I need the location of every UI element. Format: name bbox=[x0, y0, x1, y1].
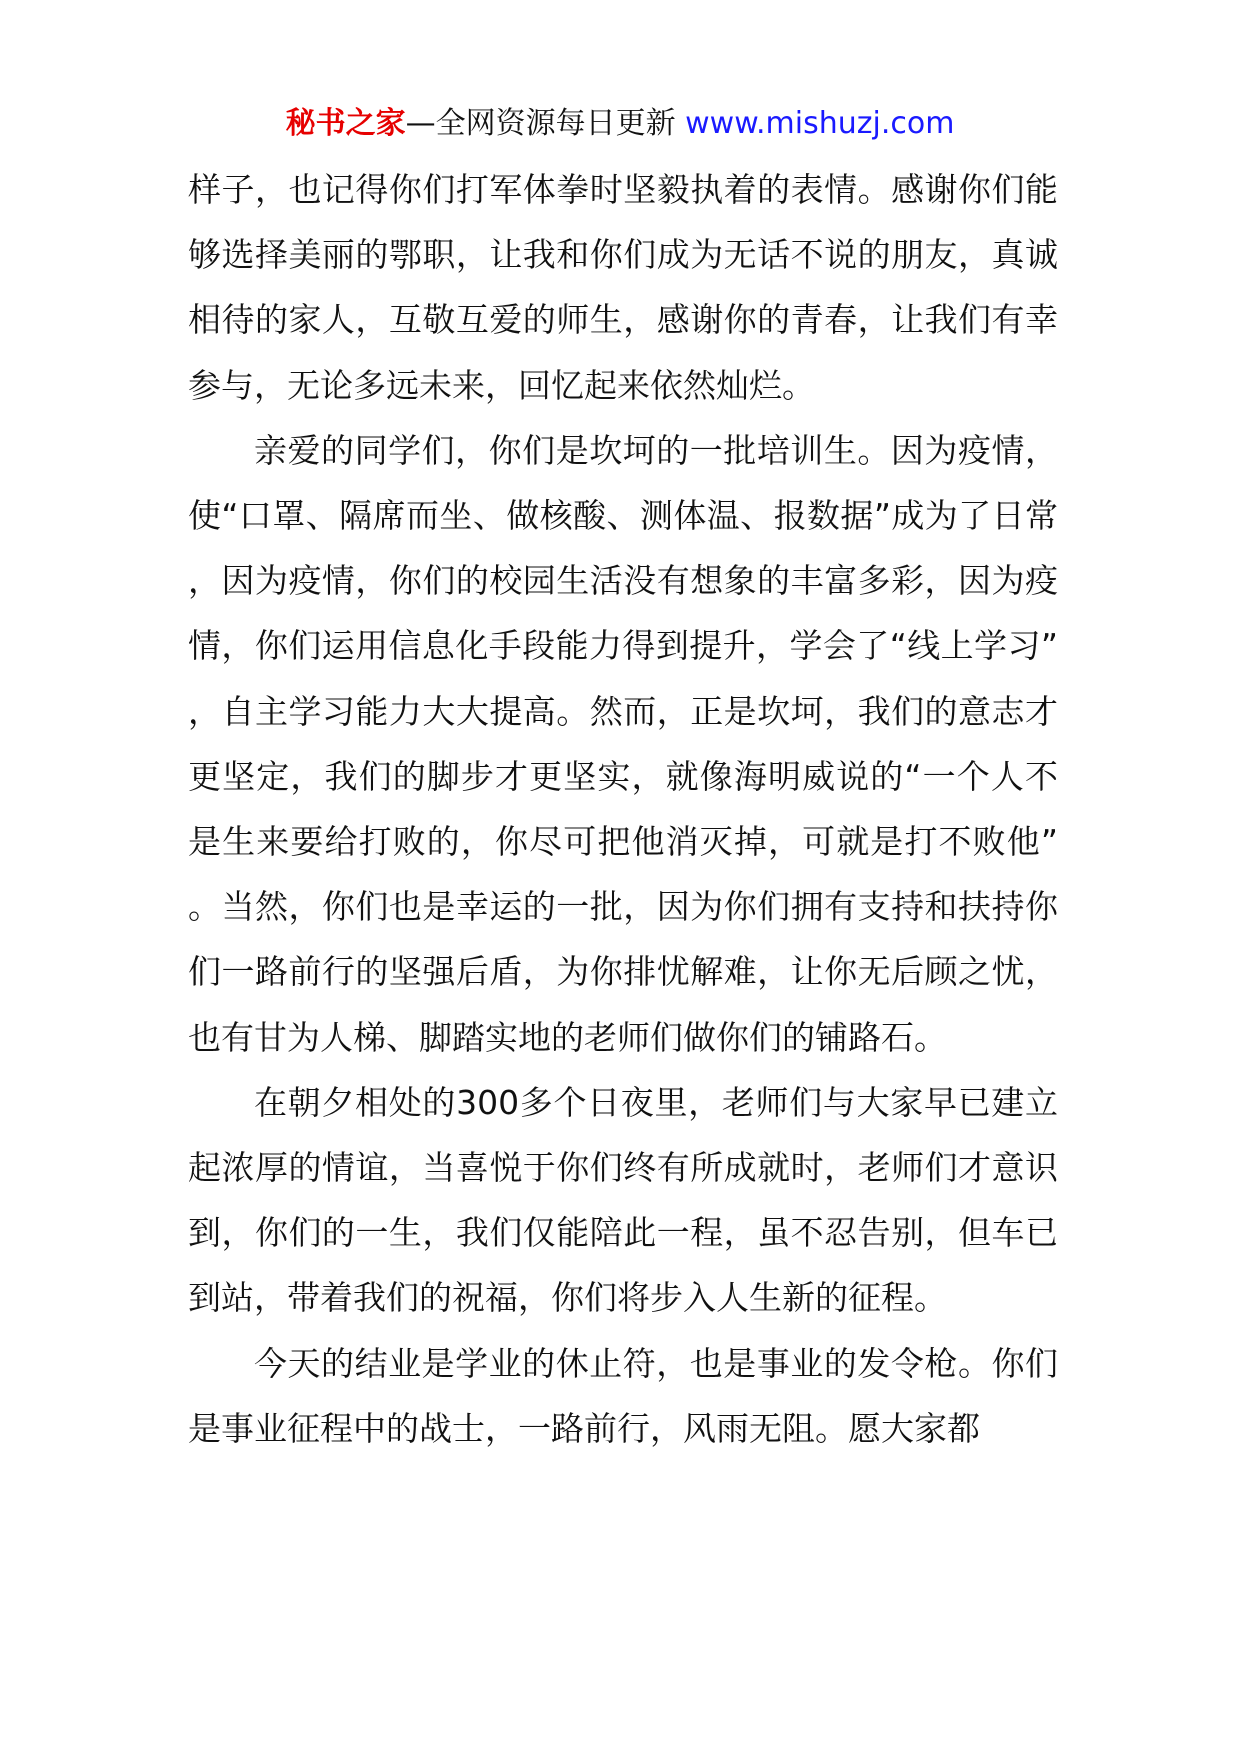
brand-name: 秘书之家 bbox=[285, 106, 406, 141]
site-header bbox=[0, 102, 1240, 146]
document-body bbox=[188, 157, 1058, 1461]
site-url-link[interactable]: www.mishuzj.com bbox=[685, 106, 955, 141]
paragraph: 在朝夕相处的300多个日夜里，老师们与大家早已建立起浓厚的情谊，当喜悦于你们终有所成就时，老师们才意识到，你们的一生，我们仅能陪此一程，虽不忍告别，但车已到站，带着我们的祝福，你们将步入人生新的征程。 bbox=[188, 1082, 1058, 1318]
paragraph: 今天的结业是学业的休止符，也是事业的发令枪。你们是事业征程中的战士，一路前行，风雨无阻。愿大家都 bbox=[188, 1343, 1058, 1448]
paragraph: 亲爱的同学们，你们是坎坷的一批培训生。因为疫情，使“口罩、隔席而坐、做核酸、测体温、报数据”成为了日常，因为疫情，你们的校园生活没有想象的丰富多彩，因为疫情，你们运用信息化手段能力得到提升，学会了“线上学习”，自主学习能力大大提高。然而，正是坎坷，我们的意志才更坚定，我们的脚步才更坚实，就像海明威说的“一个人不是生来要给打败的，你尽可把他消灭掉，可就是打不败他”。当然，你们也是幸运的一批，因为你们拥有支持和扶持你们一路前行的坚强后盾，为你排忧解难，让你无后顾之忧，也有甘为人梯、脚踏实地的老师们做你们的铺路石。 bbox=[188, 430, 1058, 1057]
header-tagline: —全网资源每日更新 bbox=[405, 106, 686, 141]
paragraph-continuation: 样子，也记得你们打军体拳时坚毅执着的表情。感谢你们能够选择美丽的鄂职，让我和你们成为无话不说的朋友，真诚相待的家人，互敬互爱的师生，感谢你的青春，让我们有幸参与，无论多远未来，回忆起来依然灿烂。 bbox=[188, 170, 1058, 405]
